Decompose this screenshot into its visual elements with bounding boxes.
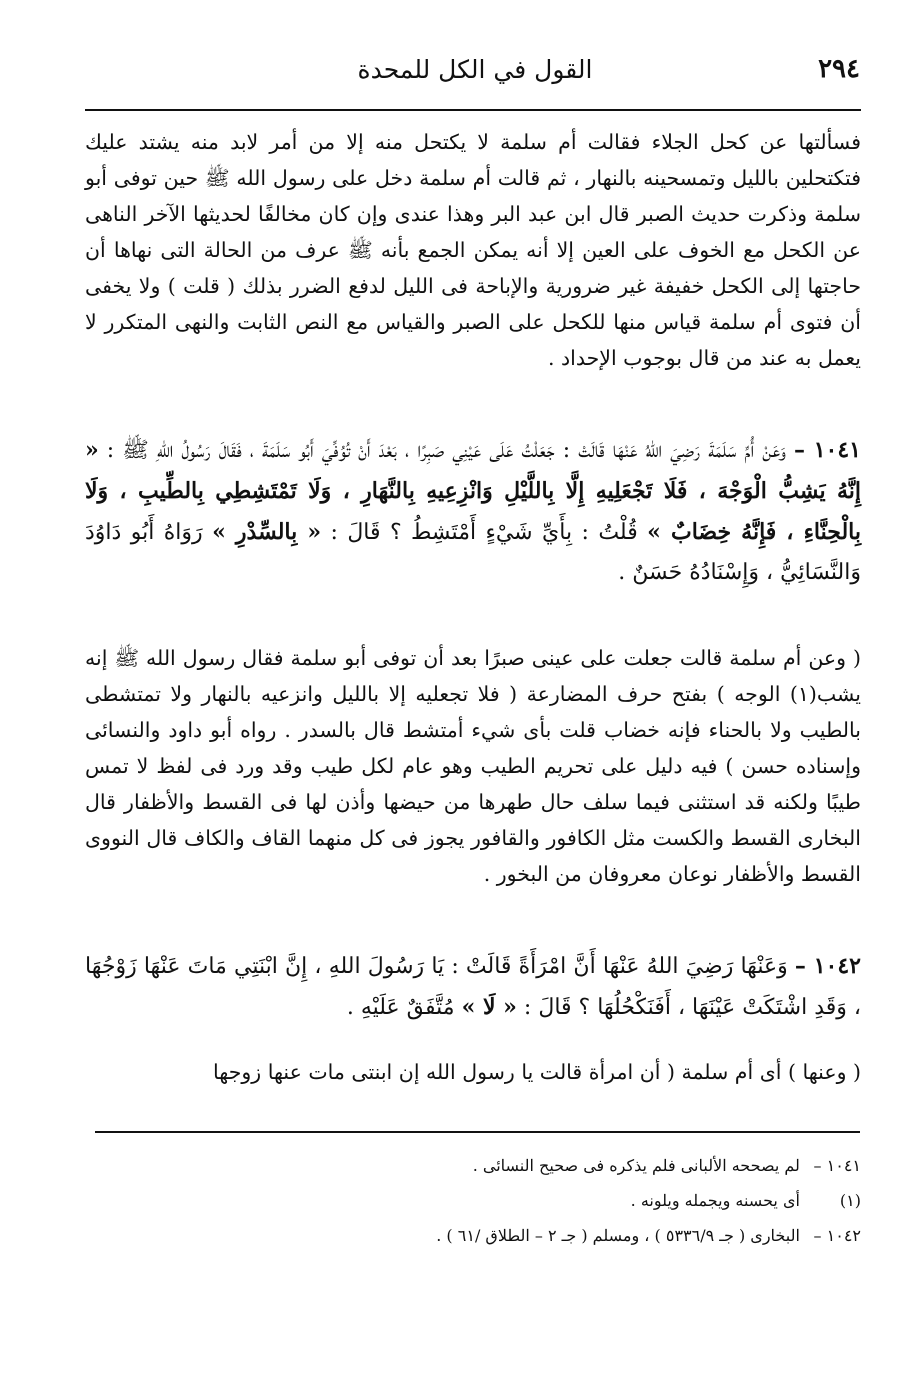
prophetic-quote: « إِنَّهُ يَشِبُّ الْوَجْهَ ، فَلَا تَجْعَلِيهِ إِلَّا بِاللَّيْلِ وَانْزِعِيهِ بِالنَّهَارِ ، وَلَا تَمْتَشِطِي بِالطِّيبِ ، وَلَا بِالْحِنَّاءِ ، فَإِنَّهُ خِضَابٌ »	[85, 437, 861, 545]
hadith-1041	[85, 430, 861, 593]
hadith-text: وَعَنْ أُمِّ سَلَمَةَ رَضِيَ اللهُ عَنْهَا قَالَتْ : جَعَلْتُ عَلَى عَيْنِي صَبِرًا ، بَعْدَ أَنْ تُوُفِّيَ أَبُو سَلَمَةَ ، فَقَالَ رَسُولُ اللهِ ﷺ :	[98, 438, 794, 463]
commentary-paragraph-2: ( وعن أم سلمة قالت جعلت على عينى صبرًا بعد أن توفى أبو سلمة فقال رسول الله ﷺ إنه يشب(١) الوجه ) بفتح حرف المضارعة ( فلا تجعليه إلا بالليل وانزعيه بالنهار ولا تمتشطى بالطيب ولا بالحناء فإنه خضاب قلت بأى شيء أمتشط قال بالسدر . رواه أبو داود والنسائى وإسناده حسن ) فيه دليل على تحريم الطيب وهو عام لكل طيب وقد ورد فى لفظ لا تمس طيبًا ولكنه قد استثنى فيما سلف حال طهرها من حيضها وأذن لها فى القسط والأظفار قال البخارى القسط والكست مثل الكافور والقافور يجوز فى كل منهما القاف والكاف قال النووى القسط والأظفار نوعان معروفان من البخور .	[85, 646, 861, 886]
footnote-mark: ١٠٤٢ –	[813, 1226, 861, 1245]
footnote	[85, 1148, 861, 1183]
commentary-paragraph-1: فسألتها عن كحل الجلاء فقالت أم سلمة لا يكتحل منه إلا من أمر لابد منه يشتد عليك فتكتحلين بالليل وتمسحينه بالنهار ، ثم قالت أم سلمة دخل على رسول الله ﷺ حين توفى أبو سلمة وذكرت حديث الصبر قال ابن عبد البر وهذا عندى وإن كان مخالفًا لحديثها الآخر الناهى عن الكحل مع الخوف على العين إلا أنه يمكن الجمع بأنه ﷺ عرف من الحالة التى نهاها أن حاجتها إلى الكحل خفيفة غير ضرورية والإباحة فى الليل لدفع الضرر بذلك ( قلت ) ولا يخفى أن فتوى أم سلمة قياس منها للكحل على الصبر والقياس مع النص الثابت والنهى المتكرر لا يعمل به عند من قال بوجوب الإحداد .	[85, 130, 861, 370]
hadith-1042	[85, 946, 861, 1028]
hadith-text: وَعَنْهَا رَضِيَ اللهُ عَنْهَا أَنَّ امْرَأَةً قَالَتْ : يَا رَسُولَ اللهِ ، إِنَّ ابْنَتِي مَاتَ عَنْهَا زَوْجُهَا ، وَقَدِ اشْتَكَتْ عَيْنَهَا ، أَفَنَكْحُلُهَا ؟ قَالَ :	[85, 954, 861, 1020]
footnote-text: أى يحسنه ويجمله ويلونه .	[630, 1191, 800, 1210]
header-divider	[85, 109, 861, 111]
page-header	[90, 44, 860, 94]
running-title: القول في الكل للمحدة	[357, 54, 593, 84]
page-number: ٢٩٤	[818, 54, 860, 84]
hadith-source: مُتَّفَقٌ عَلَيْهِ .	[346, 995, 462, 1020]
footnote-text: البخارى ( جـ ٥٣٣٦/٩ ) ، ومسلم ( جـ ٢ – الطلاق /٦١ ) .	[436, 1226, 800, 1245]
hadith-number: ١٠٤١ –	[794, 437, 861, 463]
commentary-paragraph-3: ( وعنها ) أى أم سلمة ( أن امرأة قالت يا رسول الله إن ابنتى مات عنها زوجها	[213, 1060, 861, 1084]
hadith-source: رَوَاهُ أَبُو دَاوُدَ وَالنَّسَائِيُّ ، وَإِسْنَادُهُ حَسَنٌ .	[85, 520, 861, 585]
footnote-divider	[95, 1131, 860, 1133]
hadith-number: ١٠٤٢ –	[794, 953, 861, 979]
footnote	[85, 1183, 861, 1218]
footnote	[85, 1218, 861, 1253]
hadith-text: قُلْتُ : بِأَيِّ شَيْءٍ أَمْتَشِطُ ؟ قَالَ :	[321, 520, 648, 545]
prophetic-quote: « لَا »	[461, 994, 517, 1020]
prophetic-quote: « بِالسِّدْرِ »	[212, 519, 322, 545]
footnotes	[85, 1148, 861, 1253]
footnote-mark: (١)	[839, 1191, 861, 1210]
footnote-mark: ١٠٤١ –	[813, 1156, 861, 1175]
footnote-text: لم يصححه الألبانى فلم يذكره فى صحيح النسائى .	[472, 1156, 800, 1175]
